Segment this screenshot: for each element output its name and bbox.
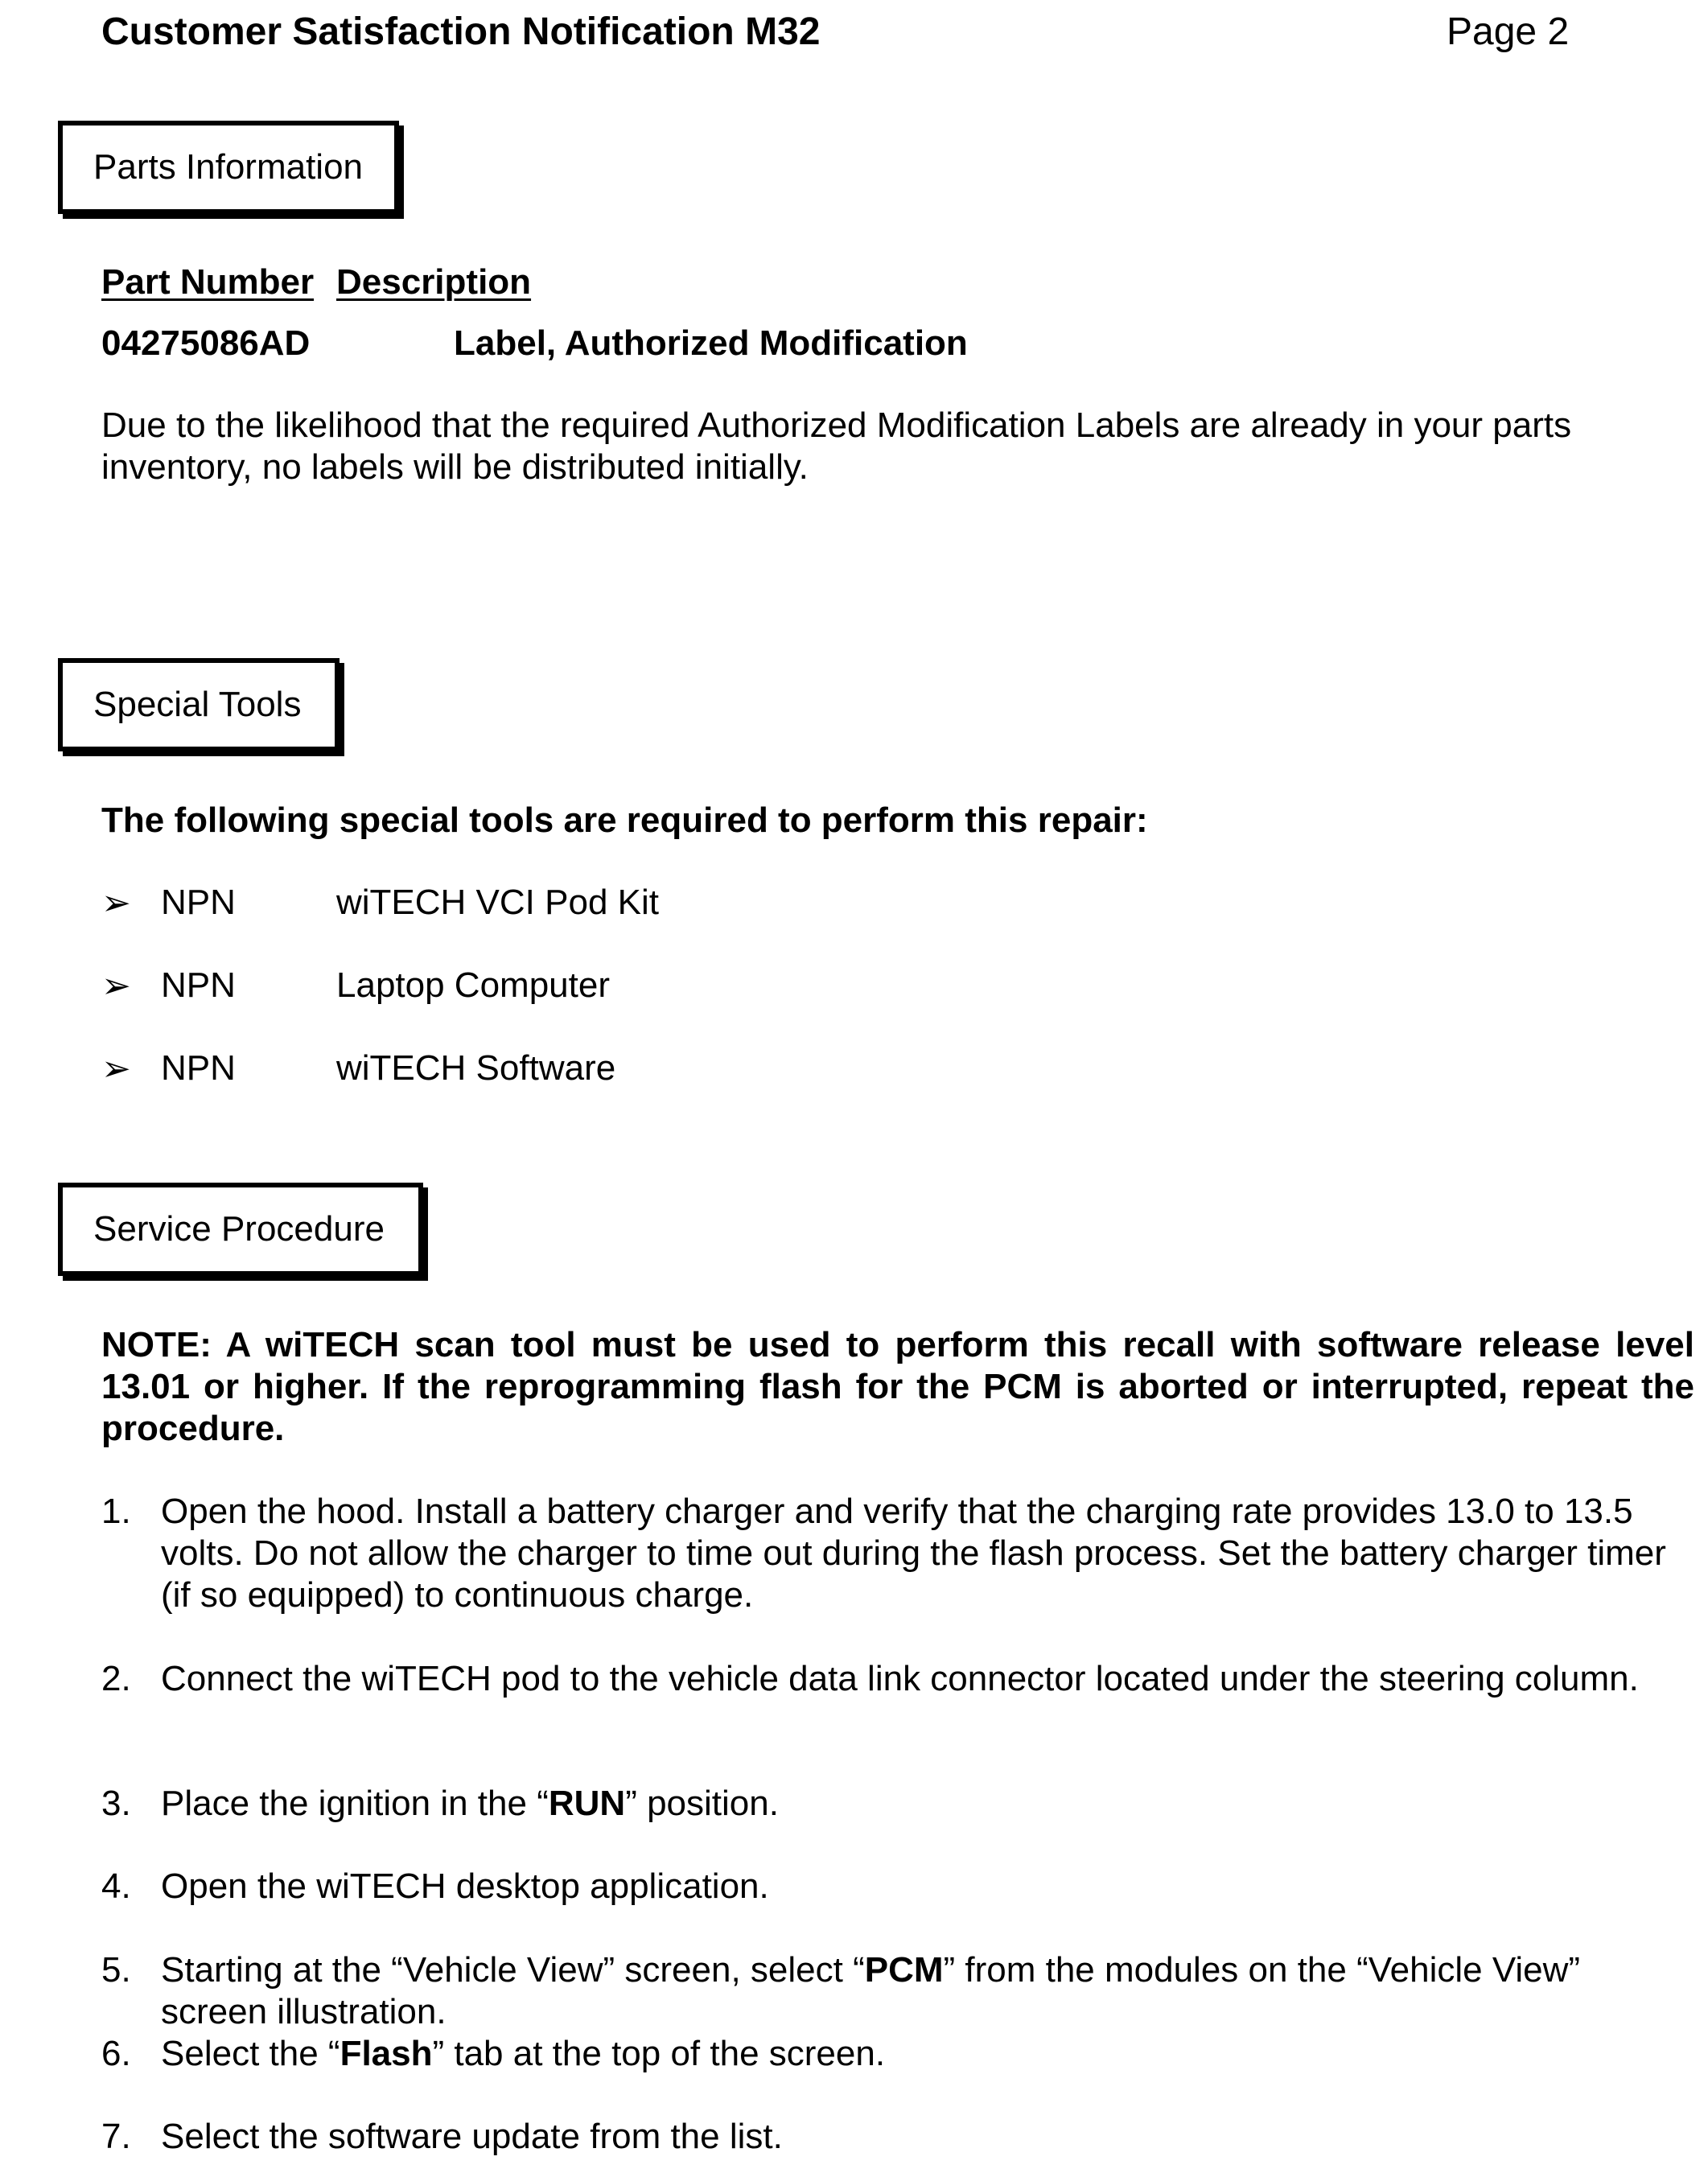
tool-name: wiTECH VCI Pod Kit [336,883,659,922]
step-text: Select the “Flash” tab at the top of the screen. [161,2034,886,2073]
tool-name: wiTECH Software [336,1048,616,1088]
step-number: 1. [101,1492,131,1531]
step-text: Open the wiTECH desktop application. [161,1866,769,1906]
step-text: Select the software update from the list. [161,2117,783,2156]
tool-code: NPN [161,883,236,922]
step-text: Place the ignition in the “RUN” position. [161,1784,779,1823]
column-header-part-number: Part Number [101,262,315,302]
part-description-cell: Label, Authorized Modification [454,323,968,363]
arrow-bullet-icon: ➢ [101,883,131,923]
step-text: Starting at the “Vehicle View” screen, select “PCM” from the modules on the “Vehicle View” screen illustration. [161,1950,1581,2031]
step-number: 6. [101,2034,131,2073]
step-number: 7. [101,2117,131,2156]
step-text: Connect the wiTECH pod to the vehicle data link connector located under the steering column. [161,1659,1639,1698]
step-number: 5. [101,1950,131,1990]
page-number: Page 2 [1447,10,1570,53]
arrow-bullet-icon: ➢ [101,966,131,1006]
step-number: 3. [101,1784,131,1823]
tool-code: NPN [161,1048,236,1088]
special-tools-intro: The following special tools are required to perform this repair: [101,800,1148,840]
document-title: Customer Satisfaction Notification M32 [101,10,821,53]
column-header-description: Description [336,262,532,302]
parts-availability-note: Due to the likelihood that the required Authorized Modification Labels are already in your parts inventory, no labels will be distributed initially. [101,405,1572,487]
part-number-cell: 04275086AD [101,323,311,363]
step-text: Open the hood. Install a battery charger and verify that the charging rate provides 13.0 to 13.5 volts. Do not allow the charger to time out during the flash process. Set the battery charger timer (if so equipped) to continuous charge. [161,1492,1666,1615]
step-number: 2. [101,1659,131,1698]
emphasis-run: RUN [548,1784,626,1823]
section-header-service-procedure: Service Procedure [58,1183,423,1276]
arrow-bullet-icon: ➢ [101,1049,131,1089]
section-header-special-tools: Special Tools [58,658,340,751]
emphasis-pcm: PCM [864,1950,944,1990]
step-number: 4. [101,1866,131,1906]
emphasis-flash: Flash [340,2034,433,2073]
tool-code: NPN [161,965,236,1005]
procedure-note: NOTE: A wiTECH scan tool must be used to perform this recall with software release level 13.01 or higher. If the reprogramming flash for the PCM is aborted or interrupted, repeat the procedure. [101,1325,1694,1448]
tool-name: Laptop Computer [336,965,610,1005]
section-header-parts-information: Parts Information [58,121,399,214]
